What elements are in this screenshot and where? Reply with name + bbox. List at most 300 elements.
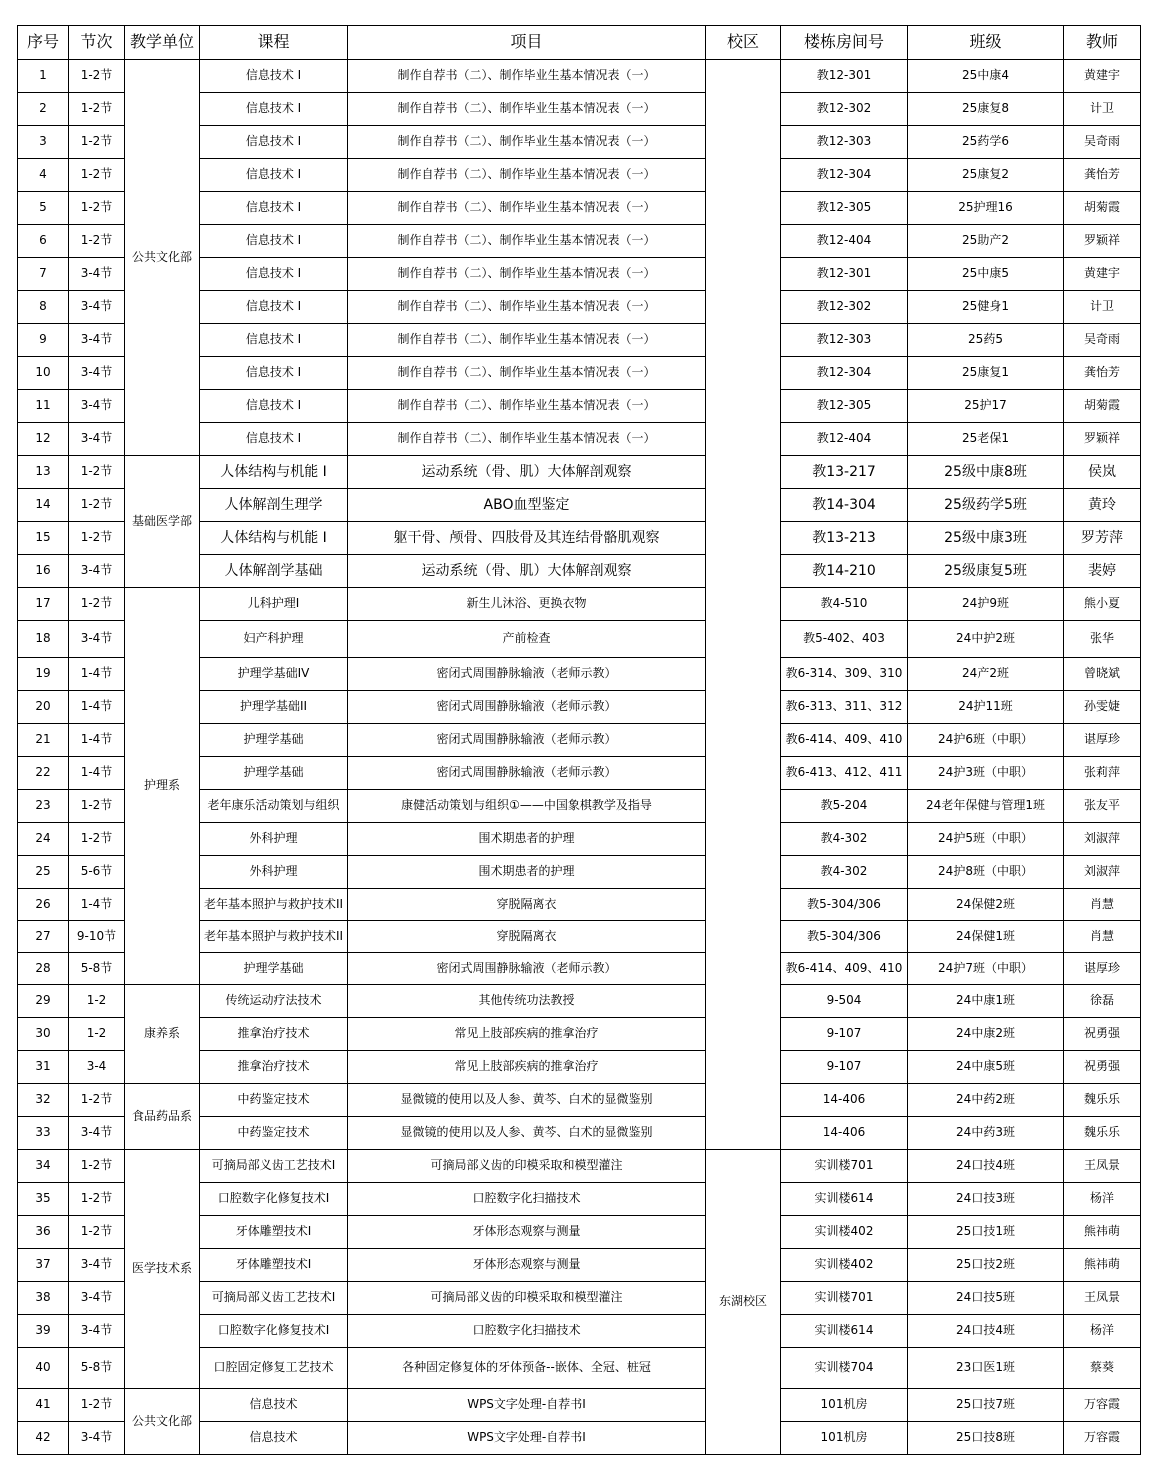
course-cell: 信息技术 I	[200, 225, 348, 258]
row-index: 2	[18, 93, 69, 126]
room-cell: 教12-301	[781, 60, 908, 93]
course-cell: 信息技术 I	[200, 423, 348, 456]
course-cell: 妇产科护理	[200, 621, 348, 658]
room-cell: 实训楼614	[781, 1183, 908, 1216]
course-cell: 可摘局部义齿工艺技术I	[200, 1282, 348, 1315]
row-index: 33	[18, 1117, 69, 1150]
unit-cell: 公共文化部	[125, 1389, 200, 1455]
course-cell: 儿科护理I	[200, 588, 348, 621]
project-cell: 躯干骨、颅骨、四肢骨及其连结骨骼肌观察	[348, 522, 706, 555]
class-cell: 24护7班（中职）	[908, 953, 1064, 985]
room-cell: 教12-404	[781, 423, 908, 456]
row-index: 28	[18, 953, 69, 985]
teacher-cell: 肖慧	[1064, 921, 1141, 953]
room-cell: 教4-302	[781, 823, 908, 856]
class-cell: 24护3班（中职）	[908, 757, 1064, 790]
row-index: 19	[18, 658, 69, 691]
unit-cell: 公共文化部	[125, 60, 200, 456]
teacher-cell: 刘淑萍	[1064, 856, 1141, 889]
teacher-cell: 龚怡芳	[1064, 357, 1141, 390]
unit-cell: 基础医学部	[125, 456, 200, 588]
header-teacher: 教师	[1064, 26, 1141, 60]
session-cell: 3-4节	[69, 555, 125, 588]
teacher-cell: 罗颖祥	[1064, 225, 1141, 258]
course-cell: 传统运动疗法技术	[200, 985, 348, 1018]
room-cell: 教12-305	[781, 390, 908, 423]
course-cell: 口腔数字化修复技术I	[200, 1315, 348, 1348]
room-cell: 教14-210	[781, 555, 908, 588]
class-cell: 25助产2	[908, 225, 1064, 258]
project-cell: 显微镜的使用以及人参、黄芩、白术的显微鉴别	[348, 1117, 706, 1150]
room-cell: 101机房	[781, 1422, 908, 1455]
class-cell: 25健身1	[908, 291, 1064, 324]
class-cell: 25康复1	[908, 357, 1064, 390]
project-cell: 其他传统功法教授	[348, 985, 706, 1018]
room-cell: 实训楼704	[781, 1348, 908, 1389]
session-cell: 3-4节	[69, 1282, 125, 1315]
row-index: 5	[18, 192, 69, 225]
project-cell: 运动系统（骨、肌）大体解剖观察	[348, 555, 706, 588]
class-cell: 24中护2班	[908, 621, 1064, 658]
course-cell: 信息技术	[200, 1422, 348, 1455]
class-cell: 24中康5班	[908, 1051, 1064, 1084]
class-cell: 24中药2班	[908, 1084, 1064, 1117]
course-cell: 牙体雕塑技术I	[200, 1249, 348, 1282]
course-cell: 可摘局部义齿工艺技术I	[200, 1150, 348, 1183]
table-row	[18, 588, 1141, 621]
teacher-cell: 曾晓斌	[1064, 658, 1141, 691]
teacher-cell: 孙雯婕	[1064, 691, 1141, 724]
course-cell: 护理学基础	[200, 757, 348, 790]
class-cell: 25级中康3班	[908, 522, 1064, 555]
project-cell: 制作自荐书（二）、制作毕业生基本情况表（一）	[348, 357, 706, 390]
course-cell: 老年康乐活动策划与组织	[200, 790, 348, 823]
row-index: 11	[18, 390, 69, 423]
teacher-cell: 熊祎萌	[1064, 1216, 1141, 1249]
course-cell: 信息技术 I	[200, 192, 348, 225]
teacher-cell: 杨洋	[1064, 1315, 1141, 1348]
header-unit: 教学单位	[125, 26, 200, 60]
session-cell: 1-2节	[69, 456, 125, 489]
class-cell: 24保健2班	[908, 889, 1064, 921]
course-cell: 老年基本照护与救护技术II	[200, 889, 348, 921]
header-room: 楼栋房间号	[781, 26, 908, 60]
course-cell: 信息技术	[200, 1389, 348, 1422]
session-cell: 3-4节	[69, 258, 125, 291]
class-cell: 24口技4班	[908, 1315, 1064, 1348]
session-cell: 5-8节	[69, 1348, 125, 1389]
teacher-cell: 刘淑萍	[1064, 823, 1141, 856]
unit-cell: 护理系	[125, 588, 200, 985]
header-row	[18, 26, 1141, 60]
course-cell: 信息技术 I	[200, 93, 348, 126]
project-cell: WPS文字处理-自荐书I	[348, 1389, 706, 1422]
session-cell: 3-4	[69, 1051, 125, 1084]
room-cell: 教5-402、403	[781, 621, 908, 658]
course-cell: 外科护理	[200, 823, 348, 856]
class-cell: 25级中康8班	[908, 456, 1064, 489]
session-cell: 1-2节	[69, 489, 125, 522]
room-cell: 教12-302	[781, 291, 908, 324]
session-cell: 1-2节	[69, 159, 125, 192]
row-index: 34	[18, 1150, 69, 1183]
teacher-cell: 谌厚珍	[1064, 953, 1141, 985]
row-index: 15	[18, 522, 69, 555]
project-cell: 密闭式周围静脉输液（老师示教）	[348, 724, 706, 757]
project-cell: 密闭式周围静脉输液（老师示教）	[348, 757, 706, 790]
course-cell: 人体解剖生理学	[200, 489, 348, 522]
class-cell: 25级药学5班	[908, 489, 1064, 522]
session-cell: 9-10节	[69, 921, 125, 953]
class-cell: 25级康复5班	[908, 555, 1064, 588]
session-cell: 3-4节	[69, 1315, 125, 1348]
project-cell: 密闭式周围静脉输液（老师示教）	[348, 658, 706, 691]
row-index: 32	[18, 1084, 69, 1117]
project-cell: 密闭式周围静脉输液（老师示教）	[348, 691, 706, 724]
project-cell: 制作自荐书（二）、制作毕业生基本情况表（一）	[348, 423, 706, 456]
header-campus: 校区	[706, 26, 781, 60]
session-cell: 1-4节	[69, 757, 125, 790]
teacher-cell: 张莉萍	[1064, 757, 1141, 790]
room-cell: 教14-304	[781, 489, 908, 522]
row-index: 18	[18, 621, 69, 658]
session-cell: 3-4节	[69, 357, 125, 390]
row-index: 27	[18, 921, 69, 953]
course-cell: 人体结构与机能 I	[200, 456, 348, 489]
header-index: 序号	[18, 26, 69, 60]
row-index: 9	[18, 324, 69, 357]
row-index: 14	[18, 489, 69, 522]
room-cell: 教12-301	[781, 258, 908, 291]
course-cell: 老年基本照护与救护技术II	[200, 921, 348, 953]
course-cell: 推拿治疗技术	[200, 1018, 348, 1051]
row-index: 29	[18, 985, 69, 1018]
header-project: 项目	[348, 26, 706, 60]
teacher-cell: 张华	[1064, 621, 1141, 658]
session-cell: 3-4节	[69, 291, 125, 324]
teacher-cell: 胡菊霞	[1064, 192, 1141, 225]
row-index: 26	[18, 889, 69, 921]
teacher-cell: 熊小夏	[1064, 588, 1141, 621]
campus-cell: 东湖校区	[706, 1150, 781, 1455]
teacher-cell: 胡菊霞	[1064, 390, 1141, 423]
room-cell: 实训楼701	[781, 1150, 908, 1183]
session-cell: 1-4节	[69, 889, 125, 921]
project-cell: 各种固定修复体的牙体预备--嵌体、全冠、桩冠	[348, 1348, 706, 1389]
class-cell: 25口技2班	[908, 1249, 1064, 1282]
teacher-cell: 祝勇强	[1064, 1018, 1141, 1051]
row-index: 41	[18, 1389, 69, 1422]
session-cell: 3-4节	[69, 1422, 125, 1455]
project-cell: 口腔数字化扫描技术	[348, 1315, 706, 1348]
unit-cell: 医学技术系	[125, 1150, 200, 1389]
session-cell: 1-2节	[69, 790, 125, 823]
teacher-cell: 吴奇雨	[1064, 324, 1141, 357]
room-cell: 教4-510	[781, 588, 908, 621]
schedule-table	[17, 25, 1141, 1455]
class-cell: 24口技3班	[908, 1183, 1064, 1216]
project-cell: 制作自荐书（二）、制作毕业生基本情况表（一）	[348, 159, 706, 192]
room-cell: 9-107	[781, 1018, 908, 1051]
row-index: 13	[18, 456, 69, 489]
class-cell: 24口技5班	[908, 1282, 1064, 1315]
course-cell: 口腔固定修复工艺技术	[200, 1348, 348, 1389]
room-cell: 实训楼402	[781, 1249, 908, 1282]
project-cell: 运动系统（骨、肌）大体解剖观察	[348, 456, 706, 489]
teacher-cell: 吴奇雨	[1064, 126, 1141, 159]
row-index: 35	[18, 1183, 69, 1216]
room-cell: 教6-313、311、312	[781, 691, 908, 724]
unit-cell: 食品药品系	[125, 1084, 200, 1150]
teacher-cell: 计卫	[1064, 93, 1141, 126]
room-cell: 教12-303	[781, 126, 908, 159]
session-cell: 1-2节	[69, 93, 125, 126]
class-cell: 25药5	[908, 324, 1064, 357]
course-cell: 口腔数字化修复技术I	[200, 1183, 348, 1216]
teacher-cell: 徐磊	[1064, 985, 1141, 1018]
class-cell: 24中康1班	[908, 985, 1064, 1018]
class-cell: 24护8班（中职）	[908, 856, 1064, 889]
project-cell: 康健活动策划与组织①——中国象棋教学及指导	[348, 790, 706, 823]
course-cell: 牙体雕塑技术I	[200, 1216, 348, 1249]
course-cell: 中药鉴定技术	[200, 1084, 348, 1117]
row-index: 10	[18, 357, 69, 390]
project-cell: 常见上肢部疾病的推拿治疗	[348, 1018, 706, 1051]
project-cell: 制作自荐书（二）、制作毕业生基本情况表（一）	[348, 291, 706, 324]
project-cell: 制作自荐书（二）、制作毕业生基本情况表（一）	[348, 390, 706, 423]
session-cell: 5-8节	[69, 953, 125, 985]
class-cell: 25康复2	[908, 159, 1064, 192]
room-cell: 教12-304	[781, 357, 908, 390]
course-cell: 护理学基础IV	[200, 658, 348, 691]
table-row	[18, 1389, 1141, 1422]
session-cell: 1-2节	[69, 1389, 125, 1422]
project-cell: 显微镜的使用以及人参、黄芩、白术的显微鉴别	[348, 1084, 706, 1117]
session-cell: 3-4节	[69, 621, 125, 658]
teacher-cell: 黄建宇	[1064, 258, 1141, 291]
session-cell: 1-4节	[69, 658, 125, 691]
teacher-cell: 魏乐乐	[1064, 1117, 1141, 1150]
room-cell: 教6-414、409、410	[781, 724, 908, 757]
class-cell: 24保健1班	[908, 921, 1064, 953]
class-cell: 24护11班	[908, 691, 1064, 724]
project-cell: 制作自荐书（二）、制作毕业生基本情况表（一）	[348, 225, 706, 258]
room-cell: 教13-217	[781, 456, 908, 489]
room-cell: 教6-413、412、411	[781, 757, 908, 790]
session-cell: 1-2节	[69, 60, 125, 93]
project-cell: 新生儿沐浴、更换衣物	[348, 588, 706, 621]
room-cell: 9-504	[781, 985, 908, 1018]
row-index: 6	[18, 225, 69, 258]
teacher-cell: 黄玲	[1064, 489, 1141, 522]
class-cell: 25药学6	[908, 126, 1064, 159]
course-cell: 中药鉴定技术	[200, 1117, 348, 1150]
class-cell: 25康复8	[908, 93, 1064, 126]
project-cell: 制作自荐书（二）、制作毕业生基本情况表（一）	[348, 324, 706, 357]
row-index: 25	[18, 856, 69, 889]
teacher-cell: 张友平	[1064, 790, 1141, 823]
row-index: 4	[18, 159, 69, 192]
session-cell: 1-2节	[69, 588, 125, 621]
session-cell: 3-4节	[69, 1117, 125, 1150]
class-cell: 24口技4班	[908, 1150, 1064, 1183]
class-cell: 25口技8班	[908, 1422, 1064, 1455]
room-cell: 实训楼614	[781, 1315, 908, 1348]
room-cell: 教5-304/306	[781, 889, 908, 921]
row-index: 1	[18, 60, 69, 93]
session-cell: 1-2节	[69, 823, 125, 856]
unit-cell: 康养系	[125, 985, 200, 1084]
session-cell: 1-2节	[69, 1150, 125, 1183]
project-cell: 围术期患者的护理	[348, 856, 706, 889]
row-index: 36	[18, 1216, 69, 1249]
header-session: 节次	[69, 26, 125, 60]
teacher-cell: 肖慧	[1064, 889, 1141, 921]
course-cell: 护理学基础II	[200, 691, 348, 724]
table-row	[18, 60, 1141, 93]
row-index: 12	[18, 423, 69, 456]
project-cell: 牙体形态观察与测量	[348, 1249, 706, 1282]
row-index: 42	[18, 1422, 69, 1455]
project-cell: 产前检查	[348, 621, 706, 658]
table-row	[18, 1084, 1141, 1117]
session-cell: 1-2节	[69, 225, 125, 258]
row-index: 30	[18, 1018, 69, 1051]
project-cell: 口腔数字化扫描技术	[348, 1183, 706, 1216]
row-index: 40	[18, 1348, 69, 1389]
project-cell: 围术期患者的护理	[348, 823, 706, 856]
room-cell: 教12-305	[781, 192, 908, 225]
course-cell: 外科护理	[200, 856, 348, 889]
project-cell: 制作自荐书（二）、制作毕业生基本情况表（一）	[348, 258, 706, 291]
table-row	[18, 985, 1141, 1018]
session-cell: 1-2节	[69, 1084, 125, 1117]
project-cell: 牙体形态观察与测量	[348, 1216, 706, 1249]
room-cell: 教12-303	[781, 324, 908, 357]
teacher-cell: 祝勇强	[1064, 1051, 1141, 1084]
teacher-cell: 蔡葵	[1064, 1348, 1141, 1389]
room-cell: 101机房	[781, 1389, 908, 1422]
row-index: 21	[18, 724, 69, 757]
row-index: 8	[18, 291, 69, 324]
session-cell: 1-4节	[69, 691, 125, 724]
project-cell: 穿脱隔离衣	[348, 921, 706, 953]
row-index: 31	[18, 1051, 69, 1084]
room-cell: 9-107	[781, 1051, 908, 1084]
course-cell: 信息技术 I	[200, 258, 348, 291]
project-cell: 穿脱隔离衣	[348, 889, 706, 921]
room-cell: 14-406	[781, 1117, 908, 1150]
course-cell: 护理学基础	[200, 724, 348, 757]
row-index: 23	[18, 790, 69, 823]
course-cell: 信息技术 I	[200, 126, 348, 159]
class-cell: 25护17	[908, 390, 1064, 423]
project-cell: 密闭式周围静脉输液（老师示教）	[348, 953, 706, 985]
project-cell: 可摘局部义齿的印模采取和模型灌注	[348, 1282, 706, 1315]
course-cell: 人体结构与机能 I	[200, 522, 348, 555]
class-cell: 24护5班（中职）	[908, 823, 1064, 856]
teacher-cell: 侯岚	[1064, 456, 1141, 489]
class-cell: 25口技1班	[908, 1216, 1064, 1249]
row-index: 38	[18, 1282, 69, 1315]
course-cell: 信息技术 I	[200, 324, 348, 357]
room-cell: 教13-213	[781, 522, 908, 555]
course-cell: 信息技术 I	[200, 390, 348, 423]
teacher-cell: 王凤景	[1064, 1150, 1141, 1183]
teacher-cell: 裴婷	[1064, 555, 1141, 588]
session-cell: 3-4节	[69, 1249, 125, 1282]
course-cell: 信息技术 I	[200, 60, 348, 93]
teacher-cell: 杨洋	[1064, 1183, 1141, 1216]
room-cell: 实训楼402	[781, 1216, 908, 1249]
row-index: 20	[18, 691, 69, 724]
teacher-cell: 万容霞	[1064, 1422, 1141, 1455]
session-cell: 1-4节	[69, 724, 125, 757]
course-cell: 推拿治疗技术	[200, 1051, 348, 1084]
teacher-cell: 计卫	[1064, 291, 1141, 324]
course-cell: 护理学基础	[200, 953, 348, 985]
course-cell: 信息技术 I	[200, 357, 348, 390]
room-cell: 教12-302	[781, 93, 908, 126]
project-cell: 制作自荐书（二）、制作毕业生基本情况表（一）	[348, 93, 706, 126]
project-cell: ABO血型鉴定	[348, 489, 706, 522]
project-cell: 可摘局部义齿的印模采取和模型灌注	[348, 1150, 706, 1183]
class-cell: 25中康4	[908, 60, 1064, 93]
project-cell: 制作自荐书（二）、制作毕业生基本情况表（一）	[348, 126, 706, 159]
project-cell: WPS文字处理-自荐书I	[348, 1422, 706, 1455]
session-cell: 1-2节	[69, 126, 125, 159]
class-cell: 24护6班（中职）	[908, 724, 1064, 757]
session-cell: 1-2节	[69, 1216, 125, 1249]
class-cell: 24产2班	[908, 658, 1064, 691]
session-cell: 3-4节	[69, 324, 125, 357]
course-cell: 信息技术 I	[200, 159, 348, 192]
table-row	[18, 1150, 1141, 1183]
session-cell: 3-4节	[69, 390, 125, 423]
teacher-cell: 黄建宇	[1064, 60, 1141, 93]
row-index: 24	[18, 823, 69, 856]
teacher-cell: 熊祎萌	[1064, 1249, 1141, 1282]
row-index: 39	[18, 1315, 69, 1348]
session-cell: 1-2节	[69, 192, 125, 225]
teacher-cell: 龚怡芳	[1064, 159, 1141, 192]
course-cell: 信息技术 I	[200, 291, 348, 324]
row-index: 37	[18, 1249, 69, 1282]
row-index: 7	[18, 258, 69, 291]
row-index: 16	[18, 555, 69, 588]
session-cell: 1-2节	[69, 1183, 125, 1216]
teacher-cell: 魏乐乐	[1064, 1084, 1141, 1117]
room-cell: 实训楼701	[781, 1282, 908, 1315]
header-class: 班级	[908, 26, 1064, 60]
campus-cell	[706, 60, 781, 1150]
class-cell: 24老年保健与管理1班	[908, 790, 1064, 823]
row-index: 17	[18, 588, 69, 621]
session-cell: 1-2	[69, 1018, 125, 1051]
header-course: 课程	[200, 26, 348, 60]
room-cell: 教6-414、409、410	[781, 953, 908, 985]
room-cell: 14-406	[781, 1084, 908, 1117]
room-cell: 教5-304/306	[781, 921, 908, 953]
class-cell: 24护9班	[908, 588, 1064, 621]
class-cell: 25护理16	[908, 192, 1064, 225]
teacher-cell: 万容霞	[1064, 1389, 1141, 1422]
teacher-cell: 王凤景	[1064, 1282, 1141, 1315]
room-cell: 教4-302	[781, 856, 908, 889]
row-index: 3	[18, 126, 69, 159]
class-cell: 24中药3班	[908, 1117, 1064, 1150]
room-cell: 教6-314、309、310	[781, 658, 908, 691]
